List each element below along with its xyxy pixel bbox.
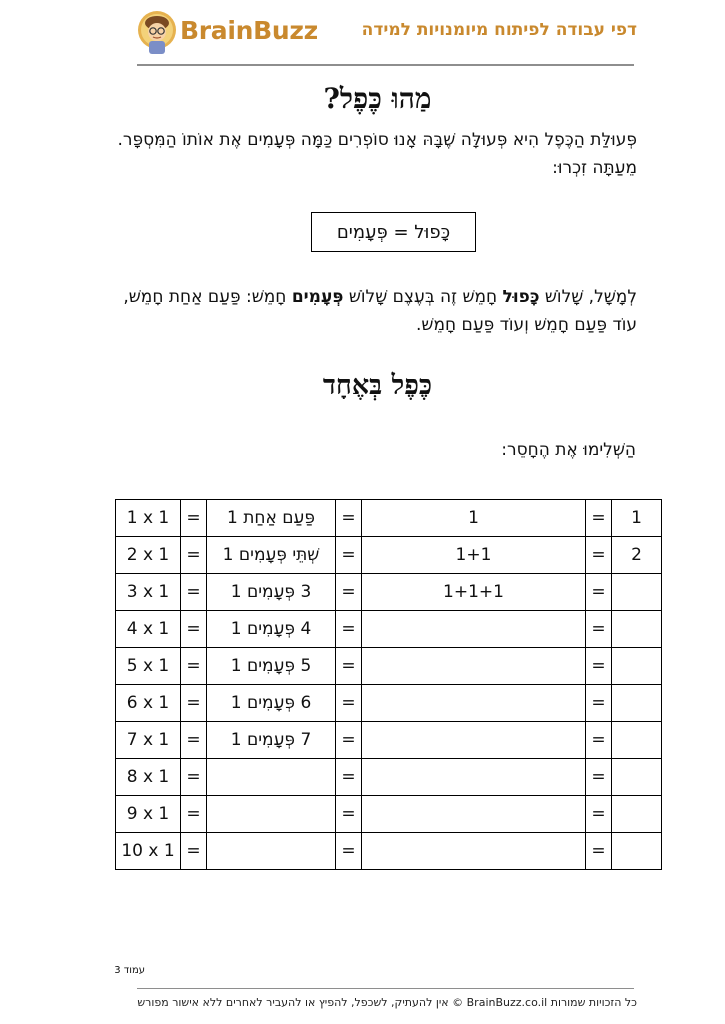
answer-cell[interactable]: 2 <box>612 537 662 574</box>
equals-cell: = <box>586 722 612 759</box>
expression-cell: 7 x 1 <box>116 722 181 759</box>
section-title-times-one: כֶּפֶל בְּאֶחָד <box>322 370 433 401</box>
sum-cell[interactable] <box>362 833 586 870</box>
equals-cell: = <box>181 537 207 574</box>
equals-cell: = <box>586 796 612 833</box>
expression-cell: 8 x 1 <box>116 759 181 796</box>
instruction-text: הַשְׁלִימוּ אֶת הֶחָסֵר: <box>501 440 636 460</box>
expression-cell: 6 x 1 <box>116 685 181 722</box>
sum-cell[interactable]: 1+1+1 <box>362 574 586 611</box>
equals-cell: = <box>336 574 362 611</box>
words-cell[interactable] <box>207 833 336 870</box>
answer-cell[interactable] <box>612 685 662 722</box>
sum-cell[interactable]: 1 <box>362 500 586 537</box>
answer-cell[interactable] <box>612 648 662 685</box>
answer-cell[interactable] <box>612 611 662 648</box>
equals-cell: = <box>336 759 362 796</box>
sum-cell[interactable] <box>362 722 586 759</box>
logo-text: BrainBuzz <box>180 16 318 45</box>
sum-cell[interactable] <box>362 648 586 685</box>
page-header <box>0 0 725 70</box>
equals-cell: = <box>336 611 362 648</box>
example-paragraph <box>115 283 637 339</box>
footer-divider <box>137 988 634 989</box>
equals-cell: = <box>181 574 207 611</box>
formula-text: כָּפוּל = פְּעָמִים <box>336 221 451 243</box>
header-divider <box>137 64 634 66</box>
equals-cell: = <box>586 537 612 574</box>
header-title: דפי עבודה לפיתוח מיומנויות למידה <box>361 20 637 40</box>
sum-cell[interactable] <box>362 685 586 722</box>
equals-cell: = <box>336 537 362 574</box>
table-row <box>116 796 662 833</box>
equals-cell: = <box>586 685 612 722</box>
words-cell[interactable]: פַּעַם אַחַת 1 <box>207 500 336 537</box>
table-row <box>116 648 662 685</box>
equals-cell: = <box>586 500 612 537</box>
equals-cell: = <box>181 611 207 648</box>
words-cell[interactable]: שְׁתֵּי פְּעָמִים 1 <box>207 537 336 574</box>
equals-cell: = <box>181 722 207 759</box>
answer-cell[interactable]: 1 <box>612 500 662 537</box>
answer-cell[interactable] <box>612 722 662 759</box>
table-row <box>116 833 662 870</box>
multiplication-table <box>115 499 662 870</box>
copyright-footer: כל הזכויות שמורות BrainBuzz.co.il © אין להעתיק, לשכפל, להפיץ או להעביר לאחרים ללא אישור מפורש <box>137 996 637 1009</box>
expression-cell: 3 x 1 <box>116 574 181 611</box>
example-text-2: חָמֵשׁ זֶה בְּעֶצֶם שָׁלוֹשׁ <box>343 287 503 307</box>
words-cell[interactable]: 5 פְּעָמִים 1 <box>207 648 336 685</box>
words-cell[interactable]: 3 פְּעָמִים 1 <box>207 574 336 611</box>
sum-cell[interactable]: 1+1 <box>362 537 586 574</box>
formula-box <box>311 212 476 252</box>
table-row <box>116 537 662 574</box>
expression-cell: 2 x 1 <box>116 537 181 574</box>
equals-cell: = <box>181 500 207 537</box>
answer-cell[interactable] <box>612 574 662 611</box>
equals-cell: = <box>586 648 612 685</box>
equals-cell: = <box>336 500 362 537</box>
equals-cell: = <box>181 759 207 796</box>
expression-cell: 5 x 1 <box>116 648 181 685</box>
page-number: עמוד 3 <box>114 965 145 976</box>
equals-cell: = <box>336 685 362 722</box>
sum-cell[interactable] <box>362 759 586 796</box>
example-text-3: חָמֵשׁ: פַּעַם אַחַת חָמֵשׁ, עוֹד פַּעַם חָמֵשׁ וְעוֹד פַּעַם חָמֵשׁ. <box>123 287 637 335</box>
answer-cell[interactable] <box>612 833 662 870</box>
equals-cell: = <box>336 648 362 685</box>
table-row <box>116 759 662 796</box>
expression-cell: 10 x 1 <box>116 833 181 870</box>
equals-cell: = <box>181 833 207 870</box>
mascot-icon <box>136 10 178 56</box>
expression-cell: 4 x 1 <box>116 611 181 648</box>
example-bold-kaful: כָּפוּל <box>502 287 540 307</box>
expression-cell: 9 x 1 <box>116 796 181 833</box>
example-text-1: לְמָשָׁל, שָׁלוֹשׁ <box>539 287 637 307</box>
words-cell[interactable]: 7 פְּעָמִים 1 <box>207 722 336 759</box>
words-cell[interactable]: 4 פְּעָמִים 1 <box>207 611 336 648</box>
equals-cell: = <box>181 685 207 722</box>
sum-cell[interactable] <box>362 796 586 833</box>
answer-cell[interactable] <box>612 759 662 796</box>
equals-cell: = <box>586 611 612 648</box>
equals-cell: = <box>181 796 207 833</box>
brainbuzz-logo <box>136 10 321 56</box>
table-row <box>116 574 662 611</box>
answer-cell[interactable] <box>612 796 662 833</box>
words-cell[interactable]: 6 פְּעָמִים 1 <box>207 685 336 722</box>
equals-cell: = <box>336 722 362 759</box>
equals-cell: = <box>181 648 207 685</box>
example-bold-peamim: פְּעָמִים <box>291 287 344 307</box>
equals-cell: = <box>586 759 612 796</box>
table-row <box>116 722 662 759</box>
equals-cell: = <box>586 833 612 870</box>
sum-cell[interactable] <box>362 611 586 648</box>
section-title-what-is-multiplication: מַהוּ כֶּפֶל? <box>323 82 432 115</box>
table-row <box>116 500 662 537</box>
equals-cell: = <box>336 796 362 833</box>
intro-paragraph: פְּעוּלַּת הַכֶּפֶל הִיא פְּעוּלָּה שֶׁבָּהּ אָנוּ סוֹפְרִים כַּמָּה פְּעָמִים אֶת אוֹתוֹ הַמִּסְפָּר. מֵעַתָּה זִכְרוּ: <box>117 130 637 178</box>
table-row <box>116 611 662 648</box>
words-cell[interactable] <box>207 796 336 833</box>
words-cell[interactable] <box>207 759 336 796</box>
table-row <box>116 685 662 722</box>
expression-cell: 1 x 1 <box>116 500 181 537</box>
equals-cell: = <box>336 833 362 870</box>
equals-cell: = <box>586 574 612 611</box>
